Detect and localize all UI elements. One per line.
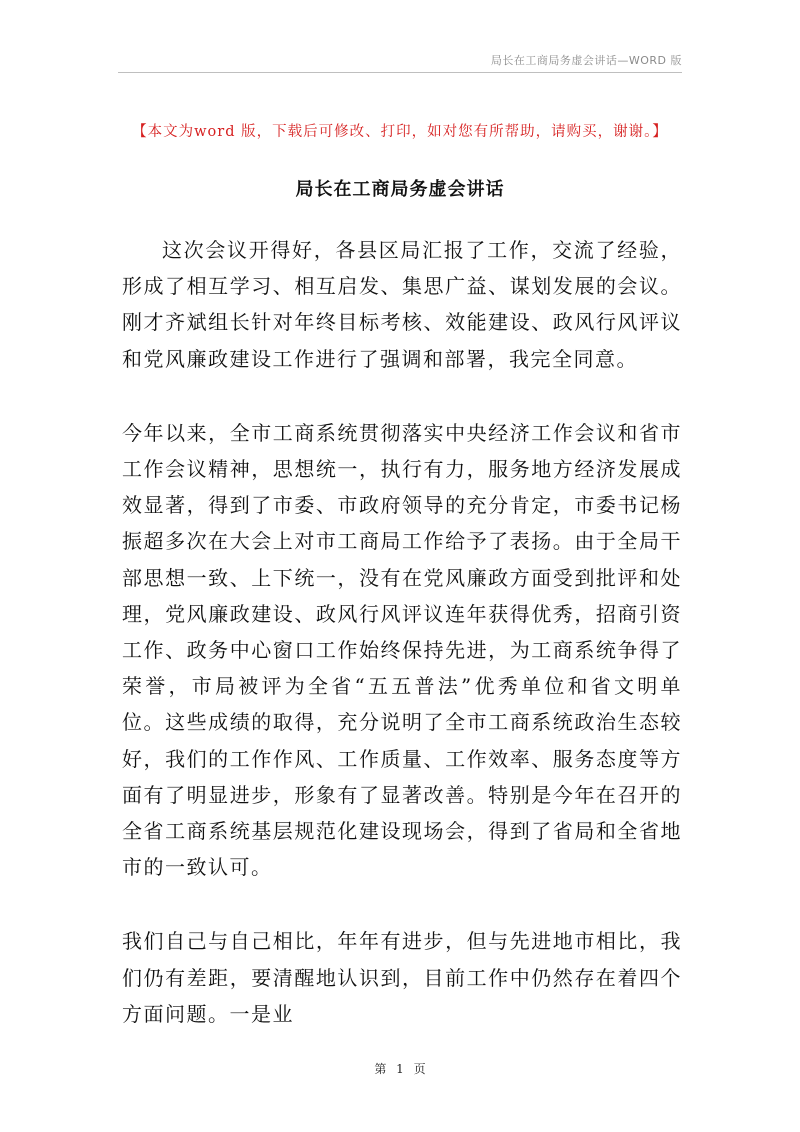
- paragraph-1: 这次会议开得好，各县区局汇报了工作，交流了经验，形成了相互学习、相互启发、集思广益、谋划发展的会议。刚才齐斌组长针对年终目标考核、效能建设、政风行风评议和党风廉政建设工作进行了强调和部署，我完全同意。: [122, 238, 682, 371]
- page-number: 1: [396, 1062, 404, 1076]
- paragraph-2: 今年以来，全市工商系统贯彻落实中央经济工作会议和省市工作会议精神，思想统一，执行有力，服务地方经济发展成效显著，得到了市委、市政府领导的充分肯定，市委书记杨振超多次在大会上对市工商局工作给予了表扬。由于全局干部思想一致、上下统一，没有在党风廉政方面受到批评和处理，党风廉政建设、政风行风评议连年获得优秀，招商引资工作、政务中心窗口工作始终保持先进，为工商系统争得了荣誉，市局被评为全省“五五普法”优秀单位和省文明单位。这些成绩的取得，充分说明了全市工商系统政治生态较好，我们的工作作风、工作质量、工作效率、服务态度等方面有了明显进步，形象有了显著改善。特别是今年在召开的全省工商系统基层规范化建设现场会，得到了省局和全省地市的一致认可。: [122, 420, 682, 880]
- document-title: 局长在工商局务虚会讲话: [295, 179, 505, 200]
- paragraph-3: 我们自己与自己相比，年年有进步，但与先进地市相比，我们仍有差距，要清醒地认识到，目前工作中仍然存在着四个方面问题。一是业: [122, 929, 682, 1026]
- header-divider: [118, 72, 682, 73]
- document-body: [122, 232, 682, 1032]
- page-footer: [0, 1060, 800, 1077]
- page-prefix: 第: [374, 1062, 387, 1076]
- paragraph-gap: [122, 885, 682, 923]
- purchase-notice: 【本文为word 版，下载后可修改、打印，如对您有所帮助，请购买，谢谢。】: [132, 124, 668, 140]
- paragraph-gap: [122, 377, 682, 415]
- page-suffix: 页: [413, 1062, 426, 1076]
- running-header-title: 局长在工商局务虚会讲话—WORD 版: [490, 54, 682, 67]
